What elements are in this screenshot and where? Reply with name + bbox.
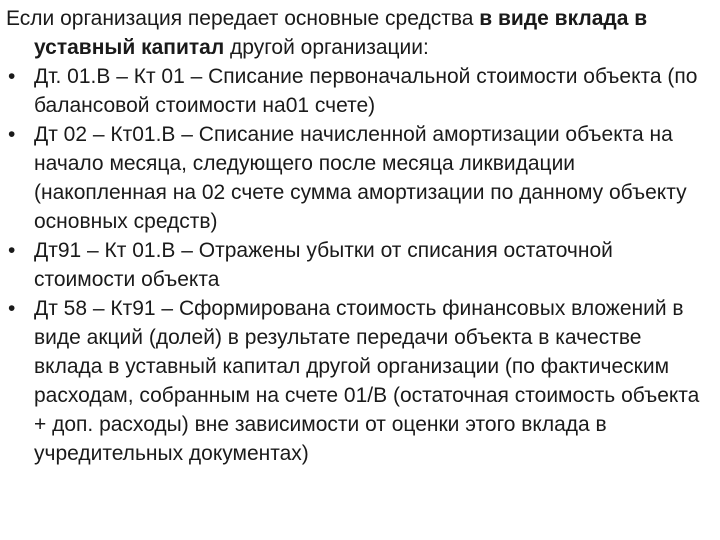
list-item bbox=[6, 236, 706, 294]
list-item bbox=[6, 294, 706, 468]
bullet-icon: • bbox=[8, 297, 16, 320]
intro-paragraph bbox=[6, 4, 720, 62]
intro-text-start: Если организация передает основные средства bbox=[6, 7, 480, 30]
list-item-text: Дт 58 – Кт91 – Сформирована стоимость финансовых вложений в виде акций (долей) в результате передачи объекта в качестве вклада в уставный капитал другой организации (по фактическим расходам, собранным на счете 01/В (остаточная стоимость объекта + доп. расходы) вне зависимости от оценки этого вклада в учредительных документах) bbox=[34, 297, 700, 465]
list-item bbox=[6, 62, 706, 120]
list-item bbox=[6, 120, 706, 236]
bullet-icon: • bbox=[8, 123, 16, 146]
bullet-icon: • bbox=[8, 239, 16, 262]
list-item-text: Дт. 01.В – Кт 01 – Списание первоначальной стоимости объекта (по балансовой стоимости на01 счете) bbox=[34, 65, 698, 117]
intro-text-end: другой организации: bbox=[224, 36, 429, 59]
intro-text-bold: в виде вклада в уставный капитал bbox=[34, 7, 648, 59]
list-item-text: Дт91 – Кт 01.В – Отражены убытки от списания остаточной стоимости объекта bbox=[34, 239, 613, 291]
list-item-text: Дт 02 – Кт01.В – Списание начисленной амортизации объекта на начало месяца, следующего после месяца ликвидации (накопленная на 02 счете сумма амортизации по данному объекту основных средств) bbox=[34, 123, 687, 233]
entries-list bbox=[6, 62, 706, 468]
bullet-icon: • bbox=[8, 65, 16, 88]
